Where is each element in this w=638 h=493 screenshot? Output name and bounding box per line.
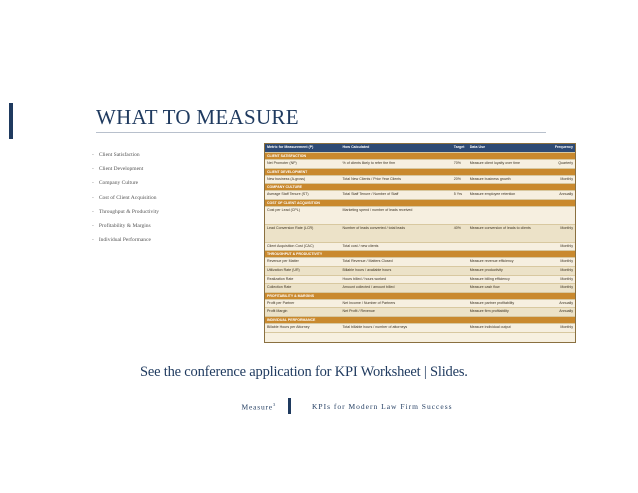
table-cell: Monthly: [560, 243, 573, 248]
table-cell: [468, 243, 536, 251]
conference-caption: See the conference application for KPI Worksheet | Slides.: [140, 364, 468, 380]
table-cell: Profit per Partner: [267, 300, 295, 305]
table-row: [265, 207, 575, 225]
table-cell: [452, 300, 468, 308]
table-cell: Total cost / new clients: [342, 243, 379, 248]
list-item: - Client Development: [92, 166, 144, 173]
footer-divider: [288, 398, 291, 414]
table-section-row: [265, 200, 575, 207]
table-row: [265, 276, 575, 285]
table-cell: [452, 308, 468, 316]
list-item: - Throughput & Productivity: [92, 208, 160, 215]
table-cell: Monthly: [560, 259, 573, 264]
table-section-row: [265, 293, 575, 300]
table-cell: Annually: [559, 300, 573, 305]
table-cell: 70%: [453, 161, 461, 165]
table-row: [265, 160, 575, 169]
title-divider: [96, 132, 546, 133]
table-row: [265, 324, 575, 333]
list-item: - Individual Performance: [92, 237, 151, 244]
table-row: [265, 176, 575, 185]
table-cell: [535, 207, 575, 224]
table-cell: Measure firm profitability: [469, 309, 509, 314]
table-header-cell: Data Use: [469, 145, 486, 149]
table-cell: Net Income / Number of Partners: [342, 300, 396, 305]
table-cell: [452, 284, 468, 292]
table-cell: Total New Clients / Prior Year Clients: [342, 176, 402, 181]
accent-bar: [9, 103, 13, 139]
table-cell: Monthly: [560, 267, 573, 272]
table-cell: Billable Hours per Attorney: [267, 324, 310, 329]
table-cell: Billable hours / available hours: [342, 267, 392, 272]
section-label: THROUGHPUT & PRODUCTIVITY: [267, 252, 323, 257]
table-row: [265, 191, 575, 200]
table-cell: [452, 324, 468, 332]
table-cell: Number of leads converted / total leads: [342, 225, 406, 230]
table-cell: Hours billed / hours worked: [342, 276, 387, 281]
section-label: PROFITABILITY & MARGINS: [267, 293, 315, 298]
table-cell: Cost per Lead (CPL): [267, 207, 300, 212]
table-cell: Client Acquisition Cost (CAC): [267, 243, 314, 248]
table-row: [265, 267, 575, 276]
table-cell: Marketing spend / number of leads received: [342, 207, 413, 212]
table-cell: Lead Conversion Rate (LCR): [267, 225, 314, 230]
section-label: COST OF CLIENT ACQUISITION: [267, 200, 320, 205]
table-cell: Net Profit / Revenue: [342, 309, 375, 314]
section-label: COMPANY CULTURE: [267, 185, 302, 190]
table-cell: Measure individual output: [469, 324, 511, 329]
table-cell: [452, 258, 468, 266]
list-item: - Cost of Client Acquisition: [92, 194, 157, 201]
footer-brand: Measure$^3$: [241, 402, 276, 412]
table-cell: Quarterly: [558, 161, 573, 165]
table-cell: [452, 267, 468, 275]
table-cell: Measure productivity: [469, 267, 503, 272]
table-row: [265, 284, 575, 293]
table-cell: Net Promoter (NP): [267, 161, 297, 165]
table-cell: Monthly: [560, 225, 573, 230]
table-row: [265, 300, 575, 309]
table-cell: Measure cash flow: [469, 285, 500, 290]
table-header-cell: Frequency: [554, 145, 573, 149]
table-row: [265, 258, 575, 267]
table-cell: Measure partner profitability: [469, 300, 515, 305]
measure-list: [92, 152, 159, 251]
table-row: [265, 225, 575, 243]
table-cell: Realization Rate: [267, 276, 294, 281]
list-item: - Company Culture: [92, 180, 139, 187]
table-cell: 5 Yrs: [453, 192, 463, 197]
table-cell: Measure client loyalty over time: [469, 161, 521, 165]
table-cell: Measure business growth: [469, 176, 511, 181]
table-cell: [452, 243, 468, 251]
table-header-cell: How Calculated: [342, 145, 370, 149]
table-cell: Monthly: [560, 285, 573, 290]
table-cell: % of clients likely to refer the firm: [342, 161, 396, 165]
table-cell: [452, 276, 468, 284]
table-cell: Revenue per Matter: [267, 259, 299, 264]
table-cell: Total billable hours / number of attorneys: [342, 324, 408, 329]
table-cell: [468, 207, 536, 224]
table-header-row: [265, 144, 575, 153]
table-cell: Total Staff Tenure / Number of Staff: [342, 192, 399, 197]
table-cell: Annually: [559, 309, 573, 314]
table-section-row: [265, 184, 575, 191]
section-label: INDIVIDUAL PERFORMANCE: [267, 317, 316, 322]
section-label: CLIENT SATISFACTION: [267, 154, 307, 158]
table-section-row: [265, 251, 575, 258]
table-row: [265, 308, 575, 317]
table-header-cell: Target: [453, 145, 465, 149]
table-header-cell: Metric for Measurement (P): [267, 145, 314, 149]
brand-mark: 3: [272, 402, 276, 407]
table-cell: Profit Margin: [267, 309, 288, 314]
table-cell: [452, 207, 468, 224]
table-section-row: [265, 317, 575, 324]
table-cell: Average Staff Tenure (ST): [267, 192, 309, 197]
section-label: CLIENT DEVELOPMENT: [267, 169, 308, 174]
table-cell: 40%: [453, 225, 461, 230]
table-cell: Annually: [559, 192, 573, 197]
table-cell: Monthly: [560, 176, 573, 181]
table-cell: Collection Rate: [267, 285, 292, 290]
table-cell: Total Revenue / Matters Closed: [342, 259, 393, 264]
table-cell: New business (A-gross): [267, 176, 306, 181]
table-cell: Amount collected / amount billed: [342, 285, 395, 290]
table-cell: Measure billing efficiency: [469, 276, 510, 281]
table-cell: 20%: [453, 176, 461, 181]
table-row: [265, 243, 575, 252]
table-cell: Measure conversion of leads to clients: [469, 225, 531, 230]
kpi-worksheet-table: [264, 143, 576, 343]
list-item: - Client Satisfaction: [92, 152, 140, 158]
table-cell: Monthly: [560, 276, 573, 281]
table-section-row: [265, 169, 575, 176]
table-cell: Monthly: [560, 324, 573, 329]
footer-tagline: KPIs for Modern Law Firm Success: [312, 402, 453, 411]
table-section-row: [265, 153, 575, 160]
list-item: - Profitability & Margins: [92, 222, 151, 229]
slide-title: WHAT TO MEASURE: [96, 105, 299, 129]
table-cell: Measure revenue efficiency: [469, 259, 514, 264]
table-cell: Measure employee retention: [469, 192, 516, 197]
table-cell: Utilization Rate (UR): [267, 267, 300, 272]
